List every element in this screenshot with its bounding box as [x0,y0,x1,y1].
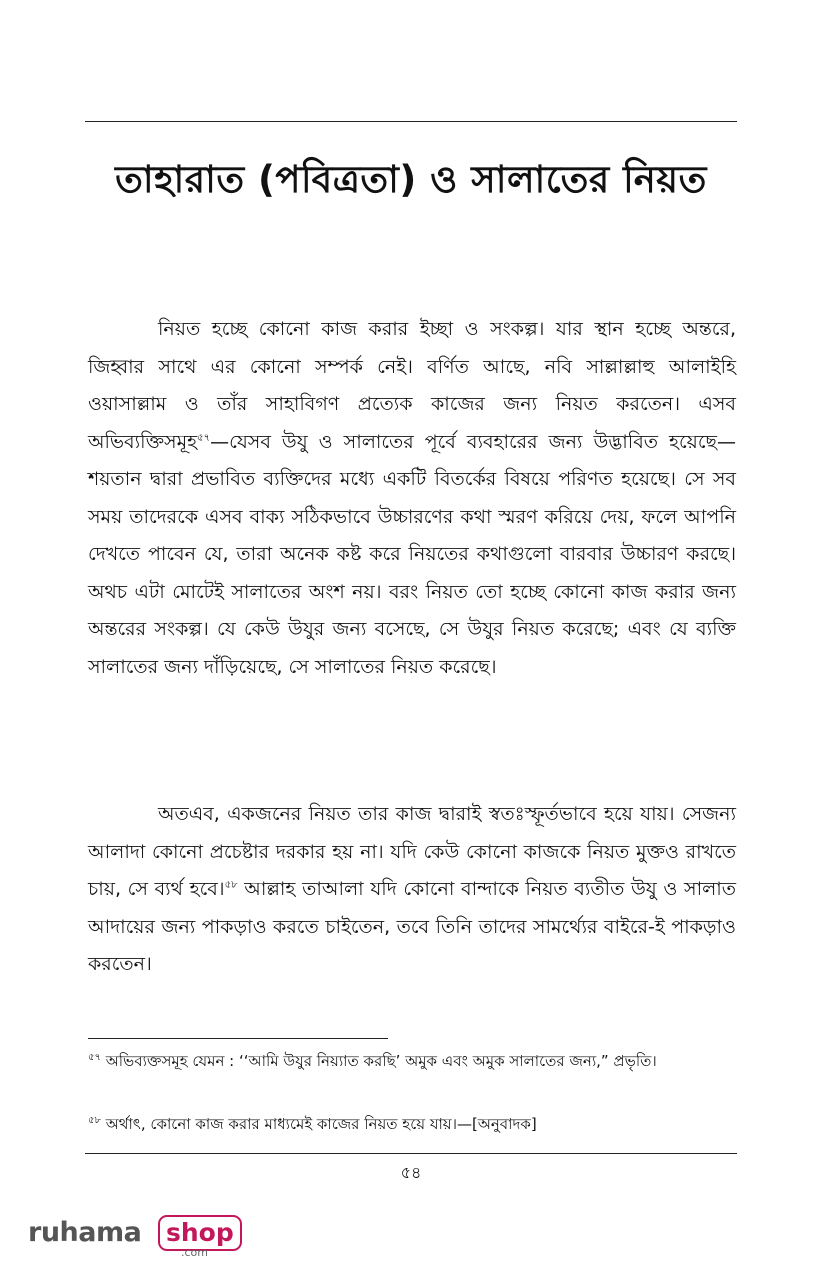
logo-shop-badge: shop [158,1215,242,1251]
page-title: তাহারাত (পবিত্রতা) ও সালাতের নিয়ত [115,158,707,201]
footnote-ref-57[interactable]: ৫৭ [197,432,211,444]
footnote-ref-58[interactable]: ৫৮ [224,879,238,891]
footnote-number: ৫৮ [88,1115,101,1126]
footnote-58 [88,1112,736,1136]
paragraph-text: আল্লাহ তাআলা যদি কোনো বান্দাকে নিয়ত ব্যতীত উযু ও সালাত আদায়ের জন্য পাকড়াও করতে চাইতেন, তবে তিনি তাদের সামর্থ্যের বাইরে-ই পাকড়াও করতেন। [88,878,737,975]
footnote-57 [88,1049,736,1073]
paragraph-text: নিয়ত হচ্ছে কোনো কাজ করার ইচ্ছা ও সংকল্প। যার স্থান হচ্ছে অন্তরে, জিহ্বার সাথে এর কোনো সম্পর্ক নেই। বর্ণিত আছে, নবি সাল্লাল্লাহু আলাইহি ওয়াসাল্লাম ও তাঁর সাহাবিগণ প্রত্যেক কাজের জন্য নিয়ত করতেন। এসব অভিব্যক্তিসমূহ [88,318,736,453]
paragraph-text: —যেসব উযু ও সালাতের পূর্বে ব্যবহারের জন্য উদ্ভাবিত হয়েছে—শয়তান দ্বারা প্রভাবিত ব্যক্তিদের মধ্যে একটি বিতর্কের বিষয়ে পরিণত হয়েছে। সে সব সময় তাদেরকে এসব বাক্য সঠিকভাবে উচ্চারণের কথা স্মরণ করিয়ে দেয়, ফলে আপনি দেখতে পাবেন যে, তারা অনেক কষ্ট করে নিয়তের কথাগুলো বারবার উচ্চারণ করছে। অথচ এটা মোটেই সালাতের অংশ নয়। বরং নিয়ত তো হচ্ছে কোনো কাজ করার জন্য অন্তরের সংকল্প। যে কেউ উযুর জন্য বসেছে, সে উযুর নিয়ত করেছে; এবং যে ব্যক্তি সালাতের জন্য দাঁড়িয়েছে, সে সালাতের নিয়ত করেছে। [88,430,736,678]
page-number: ৫৪ [400,1163,422,1182]
paragraph-text: অতএব, একজনের নিয়ত তার কাজ দ্বারাই স্বতঃস্ফূর্তভাবে হয়ে যায়। সেজন্য আলাদা কোনো প্রচেষ্টার দরকার হয় না। যদি কেউ কোনো কাজকে নিয়ত মুক্তও রাখতে চায়, সে ব্যর্থ হবে। [88,803,736,900]
logo-wordmark: ruhama [28,1217,142,1248]
top-rule [85,121,737,122]
footnote-text: অর্থাৎ, কোনো কাজ করার মাধ্যমেই কাজের নিয়ত হয়ে যায়।—[অনুবাদক] [100,1115,537,1133]
footnote-divider [88,1038,388,1039]
body-paragraph-2 [88,796,736,984]
footnote-text: অভিব্যক্তসমূহ যেমন : ‘‘আমি উযুর নিয়্যাত করছি’ অমুক এবং অমুক সালাতের জন্য,” প্রভৃতি। [101,1052,657,1070]
body-paragraph-1 [88,311,736,686]
logo-domain-suffix: .com [181,1246,208,1259]
bottom-rule [85,1153,737,1154]
footnote-number: ৫৭ [88,1052,101,1063]
